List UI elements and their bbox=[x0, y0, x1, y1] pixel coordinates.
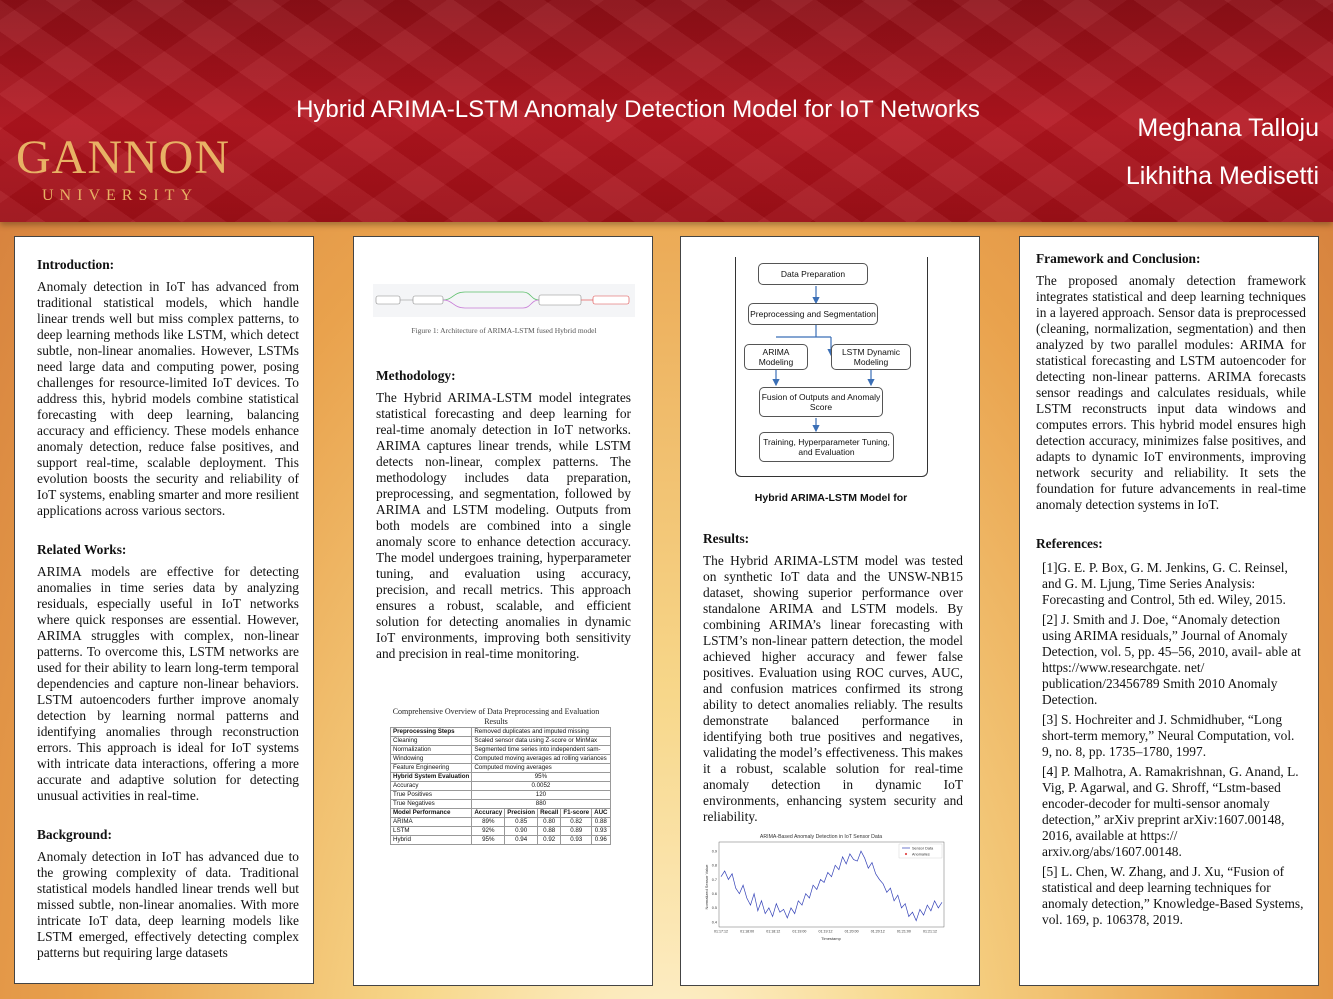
section-heading: Introduction: bbox=[37, 257, 115, 272]
university-logo-subtitle: UNIVERSITY bbox=[42, 187, 198, 204]
table-row: True Positives 120 bbox=[391, 791, 611, 800]
reference-item: [5] L. Chen, W. Zhang, and J. Xu, “Fusion of statistical and deep learning techniques for anomaly detection,” Knowledge-Based Systems, vol. 169, p. 106378, 2019. bbox=[1042, 864, 1304, 927]
header-banner bbox=[0, 0, 1333, 222]
section-heading: Related Works: bbox=[37, 542, 127, 557]
flow-step-preprocessing: Preprocessing and Segmentation bbox=[748, 303, 878, 325]
section-text: ARIMA models are effective for detecting anomalies in time series data by analyzing residuals, especially useful in IoT networks where quick responses are essential. However, ARIMA struggles with complex, non-linear patterns. To overcome this, LSTM networks are used for their ability to learn long-term temporal dependencies and capture non-linear behaviors. LSTM autoencoders further improve anomaly detection by learning normal patterns and identifying anomalies through reconstruction errors. This approach is ideal for IoT systems with intricate data interactions, offering a more accurate and adaptive solution for detecting unusual activities in real-time. bbox=[37, 564, 299, 803]
flowchart-caption: Hybrid ARIMA-LSTM Model for bbox=[754, 492, 908, 504]
table-row: Model Performance Accuracy Precision Recall F1-score AUC bbox=[391, 809, 611, 818]
flow-step-lstm: LSTM Dynamic Modeling bbox=[831, 344, 911, 370]
x-tick-label: 01:20:12 bbox=[870, 929, 885, 934]
flow-step-fusion: Fusion of Outputs and Anomaly Score bbox=[759, 387, 883, 417]
y-tick-label: 0.5 bbox=[711, 906, 717, 911]
panel-methodology bbox=[353, 236, 653, 986]
section-heading: References: bbox=[1036, 536, 1103, 551]
table-row: Accuracy 0.0052 bbox=[391, 782, 611, 791]
panel-results bbox=[680, 236, 980, 986]
author-name: Meghana Talloju bbox=[1137, 114, 1319, 142]
architecture-figure bbox=[373, 284, 635, 317]
x-tick-label: 01:18:12 bbox=[766, 929, 781, 934]
section-heading: Background: bbox=[37, 827, 112, 842]
x-tick-label: 01:17:12 bbox=[714, 929, 728, 934]
university-logo: GANNON bbox=[16, 131, 230, 184]
author-name: Likhitha Medisetti bbox=[1125, 162, 1319, 190]
chart-legend bbox=[899, 844, 942, 858]
table-row: Hybrid System Evaluation 95% bbox=[391, 773, 611, 782]
reference-item: [1]G. E. P. Box, G. M. Jenkins, G. C. Reinsel, and G. M. Ljung, Time Series Analysis: Forecasting and Control, 5th ed. Wiley, 2015. bbox=[1042, 560, 1288, 607]
y-tick-label: 0.9 bbox=[711, 849, 717, 854]
panel-conclusion bbox=[1019, 236, 1319, 986]
legend-anomalies: Anomalies bbox=[912, 852, 930, 857]
section-heading: Methodology: bbox=[376, 368, 456, 383]
chart-title: ARIMA-Based Anomaly Detection in IoT Sensor Data bbox=[759, 834, 883, 840]
chart-xlabel: Timestamp bbox=[821, 936, 841, 941]
table-title: Comprehensive Overview of Data Preprocessing and Evaluation Results bbox=[392, 707, 600, 726]
reference-item: [4] P. Malhotra, A. Ramakrishnan, G. Anand, L. Vig, P. Agarwal, and G. Shroff, “Lstm-based encoder-decoder for multi-sensor anomaly detection,” arXiv preprint arXiv:1607.00148, 2016, available at https:// arxiv.org/abs/1607.00148. bbox=[1042, 764, 1299, 859]
flow-step-arima: ARIMA Modeling bbox=[744, 344, 808, 370]
x-tick-label: 01:19:12 bbox=[818, 929, 833, 934]
section-text: Anomaly detection in IoT has advanced from traditional statistical models, which handle linear trends well but miss complex patterns, to deep learning methods like LSTM, which detect subtle, non-linear anomalies. However, LSTMs need large data and computing power, posing challenges for resource-limited IoT devices. To address this, hybrid models combine statistical forecasting with deep learning, balancing accuracy and efficiency. These models enhance anomaly detection, reduce false positives, and support real-time, scalable deployment. This evolution boosts the security and reliability of IoT systems, enabling smarter and more resilient applications across various sectors. bbox=[37, 279, 299, 518]
table-row: ARIMA 89% 0.85 0.80 0.82 0.88 bbox=[391, 818, 611, 827]
x-tick-label: 01:21:12 bbox=[923, 929, 937, 934]
section-text: The proposed anomaly detection framework integrates statistical and deep learning techniques in a layered approach. Sensor data is preprocessed (cleaning, normalization, segmentation) and then analyzed by two parallel modules: ARIMA for statistical forecasting and LSTM autoencoder for detecting non-linear patterns. ARIMA forecasts sensor readings and calculates residuals, while LSTM reconstructs input data windows and computes errors. This hybrid model ensures high detection accuracy, minimizes false positives, and adapts to dynamic IoT environments, improving network security and reliability. It sets the foundation for future advancements in real-time anomaly detection systems in IoT. bbox=[1036, 273, 1306, 512]
y-tick-label: 0.4 bbox=[711, 920, 717, 925]
anomaly-chart bbox=[703, 832, 953, 942]
results-table bbox=[390, 727, 611, 845]
x-tick-label: 01:18:00 bbox=[740, 929, 755, 934]
table-row: Normalization Segmented time series into independent sam- bbox=[391, 746, 611, 755]
section-heading: Framework and Conclusion: bbox=[1036, 251, 1201, 266]
flow-step-training: Training, Hyperparameter Tuning, and Evaluation bbox=[759, 432, 894, 462]
y-tick-label: 0.8 bbox=[711, 863, 717, 868]
table-row: Preprocessing Steps Removed duplicates and imputed missing bbox=[391, 728, 611, 737]
reference-item: [2] J. Smith and J. Doe, “Anomaly detection using ARIMA residuals,” Journal of Anomaly Detection, vol. 5, pp. 45–56, 2010, avail- able at https://www.researchgate. net/ publication/23456789 Smith 2010 Anomaly Detection. bbox=[1042, 612, 1301, 707]
section-text: The Hybrid ARIMA-LSTM model integrates statistical forecasting and deep learning for real-time anomaly detection in IoT networks. ARIMA captures linear trends, while LSTM detects non-linear, complex patterns. The methodology includes data preparation, preprocessing, and segmentation, followed by ARIMA and LSTM modeling. Outputs from both models are combined into a single anomaly score to enhance detection accuracy. The model undergoes training, hyperparameter tuning, and evaluation using accuracy, precision, and recall metrics. This approach ensures a robust, scalable, and efficient solution for detecting anomalies in dynamic IoT environments, improving both sensitivity and precision in real-time monitoring. bbox=[376, 390, 631, 661]
section-heading: Results: bbox=[703, 531, 750, 546]
x-tick-label: 01:21:00 bbox=[896, 929, 911, 934]
flow-step-data-preparation: Data Preparation bbox=[758, 263, 868, 285]
table-row: Hybrid 95% 0.94 0.92 0.93 0.96 bbox=[391, 836, 611, 845]
section-text: Anomaly detection in IoT has advanced due to the growing complexity of data. Traditional statistical models handled linear trends well but missed subtle, non-linear anomalies. With more intricate IoT data, deep learning models like LSTM emerged, effectively detecting complex patterns but requiring large datasets bbox=[37, 849, 299, 960]
panel-introduction bbox=[14, 236, 314, 984]
y-tick-label: 0.6 bbox=[711, 892, 717, 897]
chart-ylabel: Normalized Sensor Value bbox=[704, 864, 709, 910]
table-row: Windowing Computed moving averages ad rolling variances bbox=[391, 755, 611, 764]
table-row: LSTM 92% 0.90 0.88 0.89 0.93 bbox=[391, 827, 611, 836]
x-tick-label: 01:19:00 bbox=[792, 929, 807, 934]
legend-sensor-data: Sensor Data bbox=[912, 846, 934, 851]
figure-caption: Figure 1: Architecture of ARIMA-LSTM fused Hybrid model bbox=[411, 326, 597, 335]
section-text: The Hybrid ARIMA-LSTM model was tested on synthetic IoT data and the UNSW-NB15 dataset, showing superior performance over standalone ARIMA and LSTM models. By combining ARIMA’s linear forecasting with LSTM’s non-linear pattern detection, the model achieved higher accuracy and fewer false positives. Evaluation using ROC curves, AUC, and confusion matrices confirmed its strong ability to detect anomalies reliably. The results demonstrate balanced performance in identifying both true positives and negatives, validating the model’s effectiveness. This makes it a robust, scalable solution for real-time anomaly detection in dynamic IoT environments, enhancing system security and reliability. bbox=[703, 553, 963, 824]
reference-item: [3] S. Hochreiter and J. Schmidhuber, “Long short-term memory,” Neural Computation, vol. 9, no. 8, pp. 1735–1780, 1997. bbox=[1042, 712, 1295, 759]
poster-title: Hybrid ARIMA-LSTM Anomaly Detection Model for IoT Networks bbox=[296, 96, 980, 123]
table-row: True Negatives 880 bbox=[391, 800, 611, 809]
table-row: Cleaning Scaled sensor data using Z-score or MinMax bbox=[391, 737, 611, 746]
table-row: Feature Engineering Computed moving averages bbox=[391, 764, 611, 773]
x-tick-label: 01:20:00 bbox=[844, 929, 859, 934]
y-tick-label: 0.7 bbox=[711, 877, 717, 882]
